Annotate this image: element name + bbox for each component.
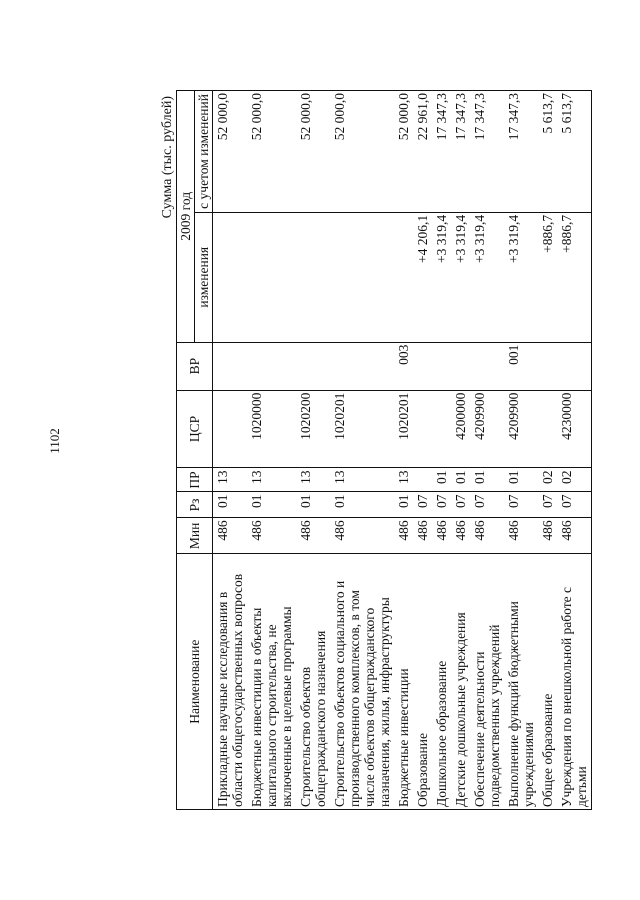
name-cell: Обеспечение деятельности подведомственных учреждений — [470, 554, 504, 810]
table-row — [538, 91, 557, 810]
pr-cell: 01 — [470, 468, 504, 492]
vr-cell: 003 — [394, 342, 413, 390]
vr-cell: 001 — [504, 342, 538, 390]
min-cell: 486 — [213, 518, 248, 554]
header-changes: изменения — [195, 212, 213, 342]
changes-cell: +3 319,4 — [451, 212, 470, 342]
csr-cell: 4230000 — [557, 390, 592, 468]
table-row — [394, 91, 413, 810]
rz-cell: 01 — [213, 492, 248, 518]
csr-cell: 4209900 — [504, 390, 538, 468]
vr-cell — [557, 342, 592, 390]
table-row — [247, 91, 296, 810]
rz-cell: 01 — [330, 492, 394, 518]
min-cell: 486 — [296, 518, 330, 554]
name-cell: Выполнение функций бюджетными учреждениями — [504, 554, 538, 810]
rotated-table-area — [160, 90, 640, 810]
csr-cell: 4200000 — [451, 390, 470, 468]
total-cell: 17 347,3 — [504, 91, 538, 213]
page-number: 1102 — [47, 428, 62, 454]
pr-cell — [413, 468, 432, 492]
changes-cell — [296, 212, 330, 342]
total-cell: 17 347,3 — [432, 91, 451, 213]
rz-cell: 07 — [557, 492, 592, 518]
pr-cell: 13 — [296, 468, 330, 492]
vr-cell — [413, 342, 432, 390]
pr-cell: 01 — [504, 468, 538, 492]
header-row — [177, 91, 195, 810]
rz-cell: 01 — [247, 492, 296, 518]
table-row — [432, 91, 451, 810]
table-body — [213, 91, 592, 810]
header-year: 2009 год — [177, 91, 195, 343]
vr-cell — [538, 342, 557, 390]
total-cell: 17 347,3 — [451, 91, 470, 213]
pr-cell: 01 — [451, 468, 470, 492]
table-row — [451, 91, 470, 810]
name-cell: Прикладные научные исследования в области общегосударственных вопросов — [213, 554, 248, 810]
rz-cell: 07 — [413, 492, 432, 518]
min-cell: 486 — [394, 518, 413, 554]
vr-cell — [470, 342, 504, 390]
changes-cell: +4 206,1 — [413, 212, 432, 342]
csr-cell — [432, 390, 451, 468]
table-row — [296, 91, 330, 810]
total-cell: 5 613,7 — [557, 91, 592, 213]
pr-cell: 02 — [538, 468, 557, 492]
header-total: с учетом изменений — [195, 91, 213, 213]
rz-cell: 01 — [394, 492, 413, 518]
name-cell: Дошкольное образование — [432, 554, 451, 810]
total-cell: 22 961,0 — [413, 91, 432, 213]
name-cell: Образование — [413, 554, 432, 810]
min-cell: 486 — [470, 518, 504, 554]
vr-cell — [451, 342, 470, 390]
changes-cell — [213, 212, 248, 342]
header-rz: Рз — [177, 492, 213, 518]
pr-cell: 02 — [557, 468, 592, 492]
changes-cell — [394, 212, 413, 342]
vr-cell — [330, 342, 394, 390]
header-csr: ЦСР — [177, 390, 213, 468]
min-cell: 486 — [330, 518, 394, 554]
table-row — [413, 91, 432, 810]
min-cell: 486 — [413, 518, 432, 554]
pr-cell: 13 — [394, 468, 413, 492]
changes-cell: +3 319,4 — [432, 212, 451, 342]
rz-cell: 07 — [504, 492, 538, 518]
units-caption: Сумма (тыс. рублей) — [160, 96, 175, 219]
csr-cell — [538, 390, 557, 468]
csr-cell — [213, 390, 248, 468]
changes-cell: +3 319,4 — [470, 212, 504, 342]
total-cell: 52 000,0 — [394, 91, 413, 213]
min-cell: 486 — [538, 518, 557, 554]
rz-cell: 07 — [432, 492, 451, 518]
table-row — [470, 91, 504, 810]
pr-cell: 01 — [432, 468, 451, 492]
total-cell: 5 613,7 — [538, 91, 557, 213]
pr-cell: 13 — [330, 468, 394, 492]
changes-cell: +886,7 — [557, 212, 592, 342]
header-pr: ПР — [177, 468, 213, 492]
csr-cell: 1020201 — [394, 390, 413, 468]
name-cell: Бюджетные инвестиции в объекты капитального строительства, не включенные в целевые программы — [247, 554, 296, 810]
pr-cell: 13 — [213, 468, 248, 492]
csr-cell: 1020201 — [330, 390, 394, 468]
changes-cell — [330, 212, 394, 342]
table-row — [213, 91, 248, 810]
header-min: Мин — [177, 518, 213, 554]
rz-cell: 07 — [451, 492, 470, 518]
rz-cell: 01 — [296, 492, 330, 518]
header-vr: ВР — [177, 342, 213, 390]
min-cell: 486 — [451, 518, 470, 554]
budget-table — [176, 90, 592, 810]
name-cell: Общее образование — [538, 554, 557, 810]
min-cell: 486 — [247, 518, 296, 554]
document-sheet — [160, 90, 640, 810]
vr-cell — [247, 342, 296, 390]
changes-cell — [247, 212, 296, 342]
table-row — [504, 91, 538, 810]
total-cell: 52 000,0 — [213, 91, 248, 213]
changes-cell: +3 319,4 — [504, 212, 538, 342]
total-cell: 52 000,0 — [330, 91, 394, 213]
name-cell: Учреждения по внешкольной работе с детьми — [557, 554, 592, 810]
vr-cell — [432, 342, 451, 390]
table-row — [557, 91, 592, 810]
total-cell: 52 000,0 — [296, 91, 330, 213]
table-row — [330, 91, 394, 810]
min-cell: 486 — [504, 518, 538, 554]
rz-cell: 07 — [538, 492, 557, 518]
pr-cell: 13 — [247, 468, 296, 492]
name-cell: Строительство объектов общегражданского назначения — [296, 554, 330, 810]
min-cell: 486 — [557, 518, 592, 554]
total-cell: 52 000,0 — [247, 91, 296, 213]
csr-cell: 4209900 — [470, 390, 504, 468]
csr-cell: 1020200 — [296, 390, 330, 468]
name-cell: Детские дошкольные учреждения — [451, 554, 470, 810]
vr-cell — [213, 342, 248, 390]
changes-cell: +886,7 — [538, 212, 557, 342]
total-cell: 17 347,3 — [470, 91, 504, 213]
csr-cell: 1020000 — [247, 390, 296, 468]
name-cell: Бюджетные инвестиции — [394, 554, 413, 810]
vr-cell — [296, 342, 330, 390]
rz-cell: 07 — [470, 492, 504, 518]
min-cell: 486 — [432, 518, 451, 554]
name-cell: Строительство объектов социального и производственного комплексов, в том числе объектов общегражданского назначения, жилья, инфраструктуры — [330, 554, 394, 810]
header-name: Наименование — [177, 554, 213, 810]
csr-cell — [413, 390, 432, 468]
